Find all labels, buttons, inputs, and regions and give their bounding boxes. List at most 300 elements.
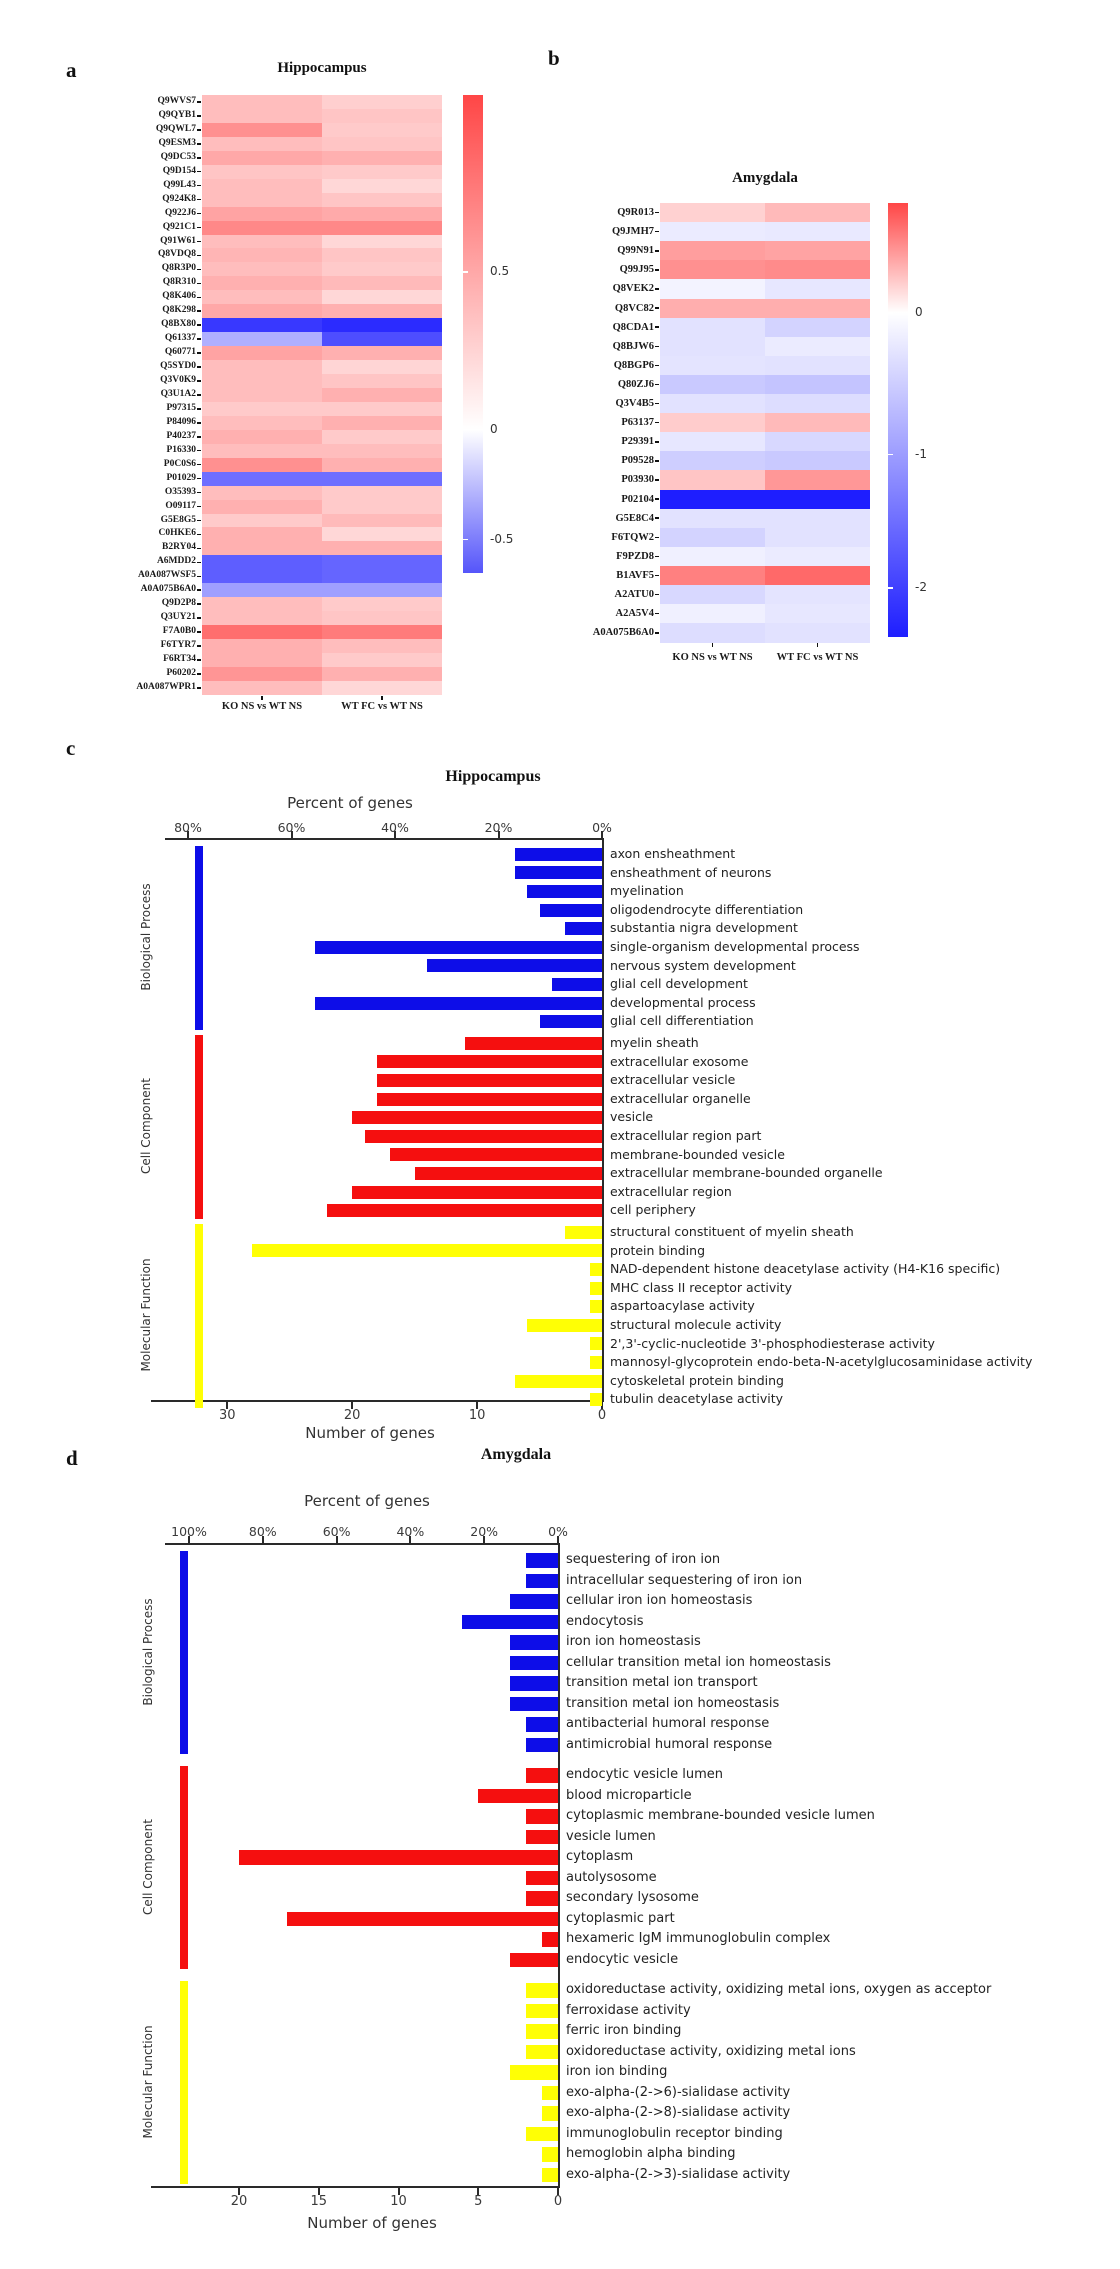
gene-label: Q91W61 xyxy=(160,235,196,246)
go-bar xyxy=(542,2086,558,2101)
go-bar-label: ferroxidase activity xyxy=(566,2002,691,2018)
top-axis-tick-label: 100% xyxy=(171,1524,207,1539)
go-bar xyxy=(462,1615,558,1630)
go-bar xyxy=(515,848,602,861)
gene-tick xyxy=(197,143,201,145)
heatmap-cell xyxy=(322,332,442,346)
go-bar-label: oxidoreductase activity, oxidizing metal ions, oxygen as acceptor xyxy=(566,1982,992,1997)
heatmap-cell xyxy=(765,528,870,548)
go-bar xyxy=(252,1244,602,1257)
gene-tick xyxy=(655,575,659,577)
gene-tick xyxy=(197,352,201,354)
gene-label: A6MDD2 xyxy=(156,556,196,567)
heatmap-cell xyxy=(322,318,442,332)
heatmap-cell xyxy=(202,458,322,472)
heatmap-cell xyxy=(202,221,322,235)
heatmap-cell xyxy=(765,490,870,510)
top-axis-tick-label: 40% xyxy=(396,1524,425,1539)
gene-label: Q8K406 xyxy=(162,291,196,302)
gene-tick xyxy=(197,171,201,173)
colorbar-tick-label: 0 xyxy=(490,421,498,436)
heatmap-cell xyxy=(202,262,322,276)
go-chart-d-bottom-axis-label: Number of genes xyxy=(307,2214,437,2232)
group-strip xyxy=(195,846,203,1030)
go-bar-label: immunoglobulin receptor binding xyxy=(566,2125,783,2141)
gene-label: Q8VC82 xyxy=(614,302,654,314)
gene-tick xyxy=(655,288,659,290)
go-bar xyxy=(590,1393,602,1406)
go-bar-label: ensheathment of neurons xyxy=(610,864,772,880)
gene-tick xyxy=(197,310,201,312)
gene-tick xyxy=(197,199,201,201)
gene-label: O09117 xyxy=(165,500,196,511)
group-strip xyxy=(195,1224,203,1408)
gene-label: Q8BGP6 xyxy=(613,359,654,371)
bottom-axis-tick-label: 0 xyxy=(553,2194,563,2209)
gene-tick xyxy=(197,450,201,452)
column-tick xyxy=(381,696,383,700)
go-bar-label: cell periphery xyxy=(610,1202,696,1218)
column-label: WT FC vs WT NS xyxy=(776,652,859,663)
gene-label: Q99L43 xyxy=(163,179,196,190)
go-bar-label: antibacterial humoral response xyxy=(566,1716,770,1731)
gene-label: Q924K8 xyxy=(162,193,196,204)
gene-tick xyxy=(197,673,201,675)
go-bar xyxy=(526,2045,558,2060)
heatmap-cell xyxy=(202,318,322,332)
gene-tick xyxy=(197,576,201,578)
go-bar xyxy=(542,1932,558,1947)
heatmap-cell xyxy=(765,318,870,338)
heatmap-cell xyxy=(322,207,442,221)
gene-label: F6TQW2 xyxy=(611,531,654,543)
gene-tick xyxy=(197,213,201,215)
gene-label: Q9JMH7 xyxy=(612,226,654,238)
go-bar-label: autolysosome xyxy=(566,1869,657,1885)
heatmap-cell xyxy=(765,585,870,605)
gene-tick xyxy=(197,603,201,605)
heatmap-cell xyxy=(765,394,870,414)
heatmap-cell xyxy=(322,95,442,109)
colorbar xyxy=(463,95,483,573)
gene-label: Q8R3P0 xyxy=(161,263,196,274)
gene-tick xyxy=(655,422,659,424)
bottom-axis-tick-label: 20 xyxy=(230,2194,248,2209)
go-bar xyxy=(239,1850,558,1865)
gene-label: Q921C1 xyxy=(162,221,196,232)
heatmap-cell xyxy=(660,394,765,414)
panel-letter-c: c xyxy=(66,736,76,760)
go-bar xyxy=(415,1167,602,1180)
heatmap-cell xyxy=(660,528,765,548)
go-bar xyxy=(478,1789,558,1804)
go-bar xyxy=(390,1148,602,1161)
heatmap-cell xyxy=(202,541,322,555)
go-bar-label: protein binding xyxy=(610,1242,706,1258)
heatmap-cell xyxy=(660,547,765,567)
go-bar xyxy=(510,2065,558,2080)
gene-label: Q99J95 xyxy=(619,264,654,276)
heatmap-cell xyxy=(322,402,442,416)
top-axis-tick-label: 60% xyxy=(322,1524,351,1539)
gene-tick xyxy=(197,659,201,661)
colorbar xyxy=(888,203,908,637)
heatmap-cell xyxy=(322,304,442,318)
go-bar-label: extracellular membrane-bounded organelle xyxy=(610,1165,883,1181)
heatmap-cell xyxy=(322,123,442,137)
heatmap-cell xyxy=(660,203,765,223)
heatmap-cell xyxy=(322,262,442,276)
heatmap-a-title: Hippocampus xyxy=(277,60,367,76)
go-bar-label: extracellular vesicle xyxy=(610,1072,736,1088)
gene-tick xyxy=(197,283,201,285)
gene-tick xyxy=(655,556,659,558)
gene-label: P03930 xyxy=(621,474,654,486)
go-bar-label: myelin sheath xyxy=(610,1035,699,1050)
heatmap-cell xyxy=(202,514,322,528)
heatmap-cell xyxy=(322,681,442,695)
heatmap-cell xyxy=(202,583,322,597)
heatmap-cell xyxy=(765,451,870,471)
gene-label: Q61337 xyxy=(164,333,196,344)
go-bar-label: extracellular region part xyxy=(610,1128,762,1143)
go-bar-label: intracellular sequestering of iron ion xyxy=(566,1572,803,1588)
go-bar-label: membrane-bounded vesicle xyxy=(610,1146,785,1162)
heatmap-cell xyxy=(322,555,442,569)
go-chart-d-title: Amygdala xyxy=(480,1446,552,1463)
gene-tick xyxy=(197,436,201,438)
go-bar-label: sequestering of iron ion xyxy=(566,1552,721,1567)
heatmap-cell xyxy=(660,451,765,471)
gene-label: Q922J6 xyxy=(164,207,196,218)
go-bar xyxy=(526,1768,558,1783)
go-bar-label: exo-alpha-(2->6)-sialidase activity xyxy=(566,2084,791,2100)
go-bar xyxy=(540,904,602,917)
gene-label: Q3UY21 xyxy=(160,612,196,623)
bottom-axis-tick-label: 15 xyxy=(310,2194,328,2209)
heatmap-cell xyxy=(202,193,322,207)
gene-label: Q9ESM3 xyxy=(158,137,196,148)
go-bar-label: mannosyl-glycoprotein endo-beta-N-acetylglucosaminidase activity xyxy=(610,1354,1033,1370)
heatmap-cell xyxy=(202,486,322,500)
gene-label: G5E8C4 xyxy=(615,512,654,524)
gene-tick xyxy=(197,617,201,619)
gene-tick xyxy=(655,498,659,500)
gene-tick xyxy=(197,380,201,382)
right-axis-line xyxy=(558,1543,560,2188)
go-bar xyxy=(510,1656,558,1671)
go-bar xyxy=(526,1891,558,1906)
gene-label: Q60771 xyxy=(164,347,196,358)
go-bar xyxy=(526,2024,558,2039)
go-bar-label: NAD-dependent histone deacetylase activity (H4-K16 specific) xyxy=(610,1261,1001,1277)
bottom-axis-tick-label: 10 xyxy=(390,2194,407,2209)
gene-label: O35393 xyxy=(164,486,196,497)
go-bar xyxy=(510,1953,558,1968)
go-bar xyxy=(315,997,602,1010)
heatmap-cell xyxy=(202,151,322,165)
gene-label: P63137 xyxy=(621,417,654,429)
colorbar-tick-mark xyxy=(463,539,468,541)
heatmap-cell xyxy=(322,639,442,653)
go-bar-label: endocytosis xyxy=(566,1613,644,1629)
go-bar-label: developmental process xyxy=(610,994,756,1010)
heatmap-cell xyxy=(660,432,765,452)
top-axis-line xyxy=(165,838,604,840)
colorbar-tick-label: -0.5 xyxy=(490,531,514,546)
go-bar xyxy=(590,1282,602,1295)
go-bar-label: cytoskeletal protein binding xyxy=(610,1372,784,1388)
column-tick xyxy=(817,643,819,647)
gene-label: A0A087WSF5 xyxy=(137,570,196,581)
heatmap-cell xyxy=(322,416,442,430)
heatmap-cell xyxy=(660,241,765,261)
gene-label: Q5SYD0 xyxy=(160,361,196,372)
colorbar-tick-label: -1 xyxy=(915,446,927,461)
heatmap-cell xyxy=(322,472,442,486)
go-bar xyxy=(527,885,602,898)
heatmap-cell xyxy=(660,470,765,490)
gene-tick xyxy=(197,269,201,271)
go-bar-label: transition metal ion homeostasis xyxy=(566,1695,780,1711)
gene-tick xyxy=(655,307,659,309)
gene-label: C0HKE6 xyxy=(158,528,196,539)
go-bar xyxy=(565,1226,602,1239)
bottom-axis-line xyxy=(151,1400,604,1402)
gene-tick xyxy=(655,441,659,443)
heatmap-cell xyxy=(660,318,765,338)
top-axis-line xyxy=(165,1543,560,1545)
top-axis-tick-label: 80% xyxy=(248,1524,277,1539)
heatmap-cell xyxy=(765,413,870,433)
go-bar-label: hemoglobin alpha binding xyxy=(566,2146,736,2161)
heatmap-cell xyxy=(202,444,322,458)
heatmap-cell xyxy=(322,486,442,500)
gene-tick xyxy=(197,129,201,131)
heatmap-cell xyxy=(322,597,442,611)
go-bar xyxy=(542,2106,558,2121)
go-bar xyxy=(377,1055,602,1068)
go-bar-label: myelination xyxy=(610,883,684,899)
go-bar xyxy=(527,1319,602,1332)
gene-tick xyxy=(655,403,659,405)
heatmap-cell xyxy=(202,681,322,695)
go-bar xyxy=(365,1130,602,1143)
colorbar-tick-mark xyxy=(463,429,468,431)
go-bar xyxy=(515,866,602,879)
gene-label: P29391 xyxy=(621,436,654,448)
gene-tick xyxy=(197,422,201,424)
go-bar-label: iron ion binding xyxy=(566,2064,668,2079)
top-axis-tick-label: 80% xyxy=(174,820,202,835)
go-bar xyxy=(526,1717,558,1732)
go-bar-label: cellular iron ion homeostasis xyxy=(566,1593,753,1608)
heatmap-cell xyxy=(322,388,442,402)
go-bar-label: MHC class II receptor activity xyxy=(610,1279,793,1295)
gene-tick xyxy=(655,517,659,519)
heatmap-cell xyxy=(765,299,870,319)
gene-label: Q9R013 xyxy=(617,207,654,218)
gene-tick xyxy=(655,632,659,634)
go-bar-label: glial cell differentiation xyxy=(610,1013,754,1029)
group-label: Biological Process xyxy=(141,1597,155,1706)
heatmap-cell xyxy=(202,472,322,486)
gene-tick xyxy=(197,101,201,103)
column-tick xyxy=(261,696,263,700)
heatmap-cell xyxy=(202,597,322,611)
go-bar xyxy=(590,1300,602,1313)
colorbar-tick-mark xyxy=(888,312,893,314)
heatmap-cell xyxy=(322,667,442,681)
gene-label: P01029 xyxy=(166,472,196,483)
heatmap-cell xyxy=(322,235,442,249)
go-bar xyxy=(377,1093,602,1106)
gene-label: P40237 xyxy=(166,430,196,441)
gene-label: P16330 xyxy=(166,444,196,455)
gene-label: P84096 xyxy=(166,416,196,427)
heatmap-cell xyxy=(765,356,870,376)
go-bar xyxy=(352,1111,602,1124)
gene-label: Q9DC53 xyxy=(160,151,196,162)
heatmap-cell xyxy=(322,569,442,583)
gene-tick xyxy=(197,548,201,550)
go-bar xyxy=(465,1037,602,1050)
go-bar xyxy=(526,1830,558,1845)
gene-tick xyxy=(197,366,201,368)
heatmap-cell xyxy=(322,151,442,165)
gene-label: A2ATU0 xyxy=(614,589,654,600)
go-bar-label: exo-alpha-(2->3)-sialidase activity xyxy=(566,2166,791,2182)
heatmap-cell xyxy=(202,611,322,625)
go-bar-label: antimicrobial humoral response xyxy=(566,1736,773,1752)
heatmap-cell xyxy=(660,585,765,605)
heatmap-cell xyxy=(322,165,442,179)
go-bar xyxy=(540,1015,602,1028)
heatmap-cell xyxy=(202,555,322,569)
heatmap-cell xyxy=(202,430,322,444)
gene-tick xyxy=(655,613,659,615)
gene-label: A2A5V4 xyxy=(615,608,654,620)
colorbar-tick-mark xyxy=(888,454,893,456)
heatmap-cell xyxy=(202,95,322,109)
bottom-axis-tick-label: 20 xyxy=(343,1408,361,1423)
group-label: Molecular Function xyxy=(139,1258,153,1372)
go-bar-label: 2',3'-cyclic-nucleotide 3'-phosphodiesterase activity xyxy=(610,1335,935,1351)
gene-tick xyxy=(197,115,201,117)
gene-tick xyxy=(655,537,659,539)
heatmap-cell xyxy=(202,388,322,402)
gene-label: Q8CDA1 xyxy=(612,321,654,333)
heatmap-cell xyxy=(765,547,870,567)
heatmap-cell xyxy=(202,360,322,374)
heatmap-cell xyxy=(660,490,765,510)
heatmap-cell xyxy=(202,527,322,541)
gene-tick xyxy=(197,478,201,480)
go-bar-label: vesicle xyxy=(610,1109,654,1125)
panel-letter-d: d xyxy=(66,1446,78,1470)
heatmap-cell xyxy=(322,137,442,151)
heatmap-cell xyxy=(322,653,442,667)
go-bar xyxy=(590,1263,602,1276)
heatmap-cell xyxy=(202,653,322,667)
heatmap-cell xyxy=(202,235,322,249)
go-bar-label: blood microparticle xyxy=(566,1787,692,1803)
gene-label: A0A075B6A0 xyxy=(140,584,196,595)
gene-tick xyxy=(655,326,659,328)
heatmap-cell xyxy=(765,604,870,624)
heatmap-cell xyxy=(322,541,442,555)
column-label: WT FC vs WT NS xyxy=(341,701,423,712)
colorbar-tick-label: 0 xyxy=(915,304,923,319)
gene-tick xyxy=(197,297,201,299)
go-chart-c-title: Hippocampus xyxy=(445,768,541,785)
go-bar xyxy=(542,2147,558,2162)
go-bar-label: glial cell development xyxy=(610,976,748,992)
gene-label: Q99N91 xyxy=(617,245,654,257)
top-axis-tick-label: 60% xyxy=(277,820,306,835)
gene-label: P0C0S6 xyxy=(163,458,196,469)
heatmap-cell xyxy=(322,444,442,458)
gene-tick xyxy=(197,394,201,396)
gene-label: G5E8G5 xyxy=(160,514,196,525)
gene-tick xyxy=(197,492,201,494)
go-bar-label: extracellular exosome xyxy=(610,1053,749,1069)
go-bar-label: iron ion homeostasis xyxy=(566,1634,701,1649)
heatmap-cell xyxy=(202,332,322,346)
top-axis-tick-label: 0% xyxy=(548,1524,568,1539)
go-bar-label: transition metal ion transport xyxy=(566,1675,758,1690)
heatmap-cell xyxy=(660,356,765,376)
group-label: Cell Component xyxy=(141,1818,155,1915)
gene-tick xyxy=(197,645,201,647)
gene-tick xyxy=(197,185,201,187)
bottom-axis-tick-label: 30 xyxy=(219,1408,236,1423)
go-bar xyxy=(515,1375,602,1388)
heatmap-cell xyxy=(322,625,442,639)
heatmap-cell xyxy=(765,279,870,299)
gene-tick xyxy=(197,464,201,466)
heatmap-cell xyxy=(660,260,765,280)
heatmap-cell xyxy=(322,248,442,262)
go-bar-label: hexameric IgM immunoglobulin complex xyxy=(566,1931,831,1946)
go-bar-label: structural constituent of myelin sheath xyxy=(610,1224,854,1239)
heatmap-cell xyxy=(765,509,870,529)
group-strip xyxy=(195,1035,203,1219)
gene-tick xyxy=(197,562,201,564)
right-axis-line xyxy=(602,838,604,1402)
heatmap-cell xyxy=(765,260,870,280)
go-bar-label: oxidoreductase activity, oxidizing metal ions xyxy=(566,2043,856,2059)
heatmap-cell xyxy=(322,430,442,444)
go-bar xyxy=(526,1983,558,1998)
heatmap-cell xyxy=(322,109,442,123)
heatmap-cell xyxy=(660,337,765,357)
column-tick xyxy=(712,643,714,647)
gene-tick xyxy=(197,408,201,410)
go-bar-label: cytoplasmic part xyxy=(566,1910,675,1926)
heatmap-cell xyxy=(202,248,322,262)
heatmap-cell xyxy=(660,279,765,299)
heatmap-cell xyxy=(322,179,442,193)
gene-label: Q8R310 xyxy=(162,277,196,288)
heatmap-cell xyxy=(765,222,870,242)
gene-tick xyxy=(197,241,201,243)
go-bar-label: ferric iron binding xyxy=(566,2023,682,2038)
heatmap-cell xyxy=(202,304,322,318)
go-bar xyxy=(565,922,602,935)
gene-tick xyxy=(197,534,201,536)
gene-label: Q8BX80 xyxy=(161,319,196,330)
